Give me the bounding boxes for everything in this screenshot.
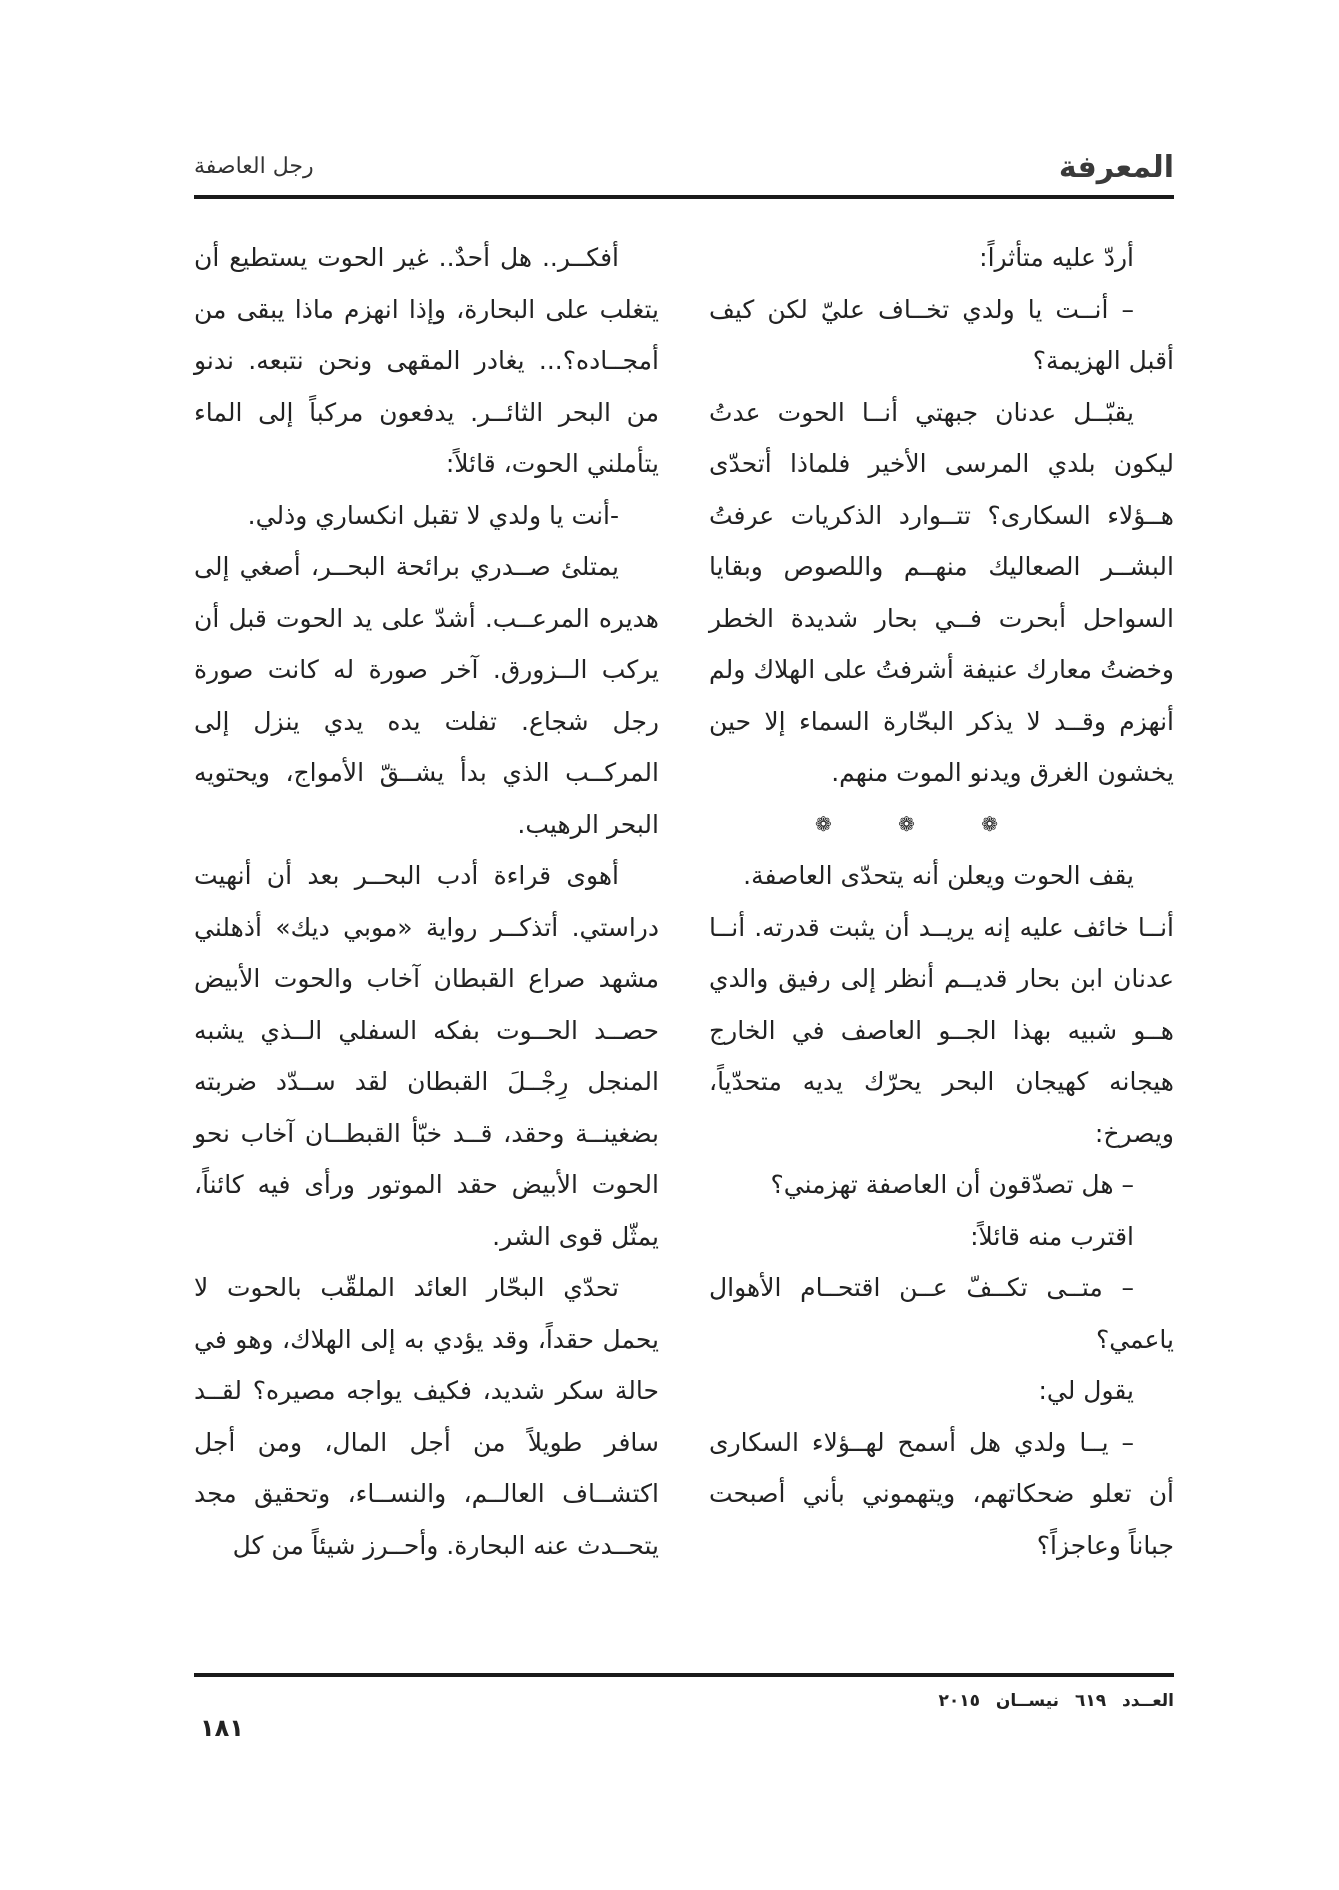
paragraph: – يــا ولدي هل أسمح لهــؤلاء السكارى أن تعلو ضحكاتهم، ويتهموني بأني أصبحت جباناً وعاجزاً؟ — [709, 1427, 1174, 1560]
paragraph: -أنت يا ولدي لا تقبل انكساري وذلي. — [247, 500, 619, 530]
header-divider — [194, 195, 1174, 199]
article-running-title: رجل العاصفة — [194, 154, 314, 179]
magazine-logo: المعرفة — [1058, 150, 1174, 185]
section-ornament: ❁ ❁ ❁ — [815, 811, 1028, 836]
paragraph: اقترب منه قائلاً: — [970, 1221, 1134, 1251]
paragraph: – أنــت يا ولدي تخــاف عليّ لكن كيف أقبل الهزيمة؟ — [709, 294, 1174, 375]
paragraph: يقول لي: — [1038, 1376, 1134, 1405]
left-text-column — [194, 232, 659, 1571]
paragraph: أهوى قراءة أدب البحــر بعد أن أنهيت دراستي. أتذكــر رواية «موبي ديك» أذهلني مشهد صراع القبطان آخاب والحوت الأبيض حصــد الحــوت بفكه السفلي الــذي يشبه المنجل رِجْــلَ القبطان لقد ســدّد ضربته بضغينــة وحقد، قــد خبّأ القبطــان آخاب نحو الحوت الأبيض حقد الموتور ورأى فيه كائناً، يمثّل قوى الشر. — [194, 861, 659, 1251]
paragraph: – متــى تكــفّ عــن اقتحــام الأهوال ياعمي؟ — [709, 1273, 1174, 1354]
right-text-column — [709, 232, 1174, 1571]
paragraph: – هل تصدّقون أن العاصفة تهزمني؟ — [770, 1170, 1134, 1199]
issue-info: العــدد ٦١٩ نيســان ٢٠١٥ — [938, 1691, 1174, 1711]
paragraph: يقبّــل عدنان جبهتي أنــا الحوت عدتُ ليكون بلدي المرسى الأخير فلماذا أتحدّى هــؤلاء السكارى؟ تتــوارد الذكريات عرفتُ البشــر الصعاليك منهــم واللصوص وبقايا السواحل أبحرت فــي بحار شديدة الخطر وخضتُ معارك عنيفة أشرفتُ على الهلاك ولم أنهزم وقــد لا يذكر البحّارة السماء إلا حين يخشون الغرق ويدنو الموت منهم. — [709, 397, 1174, 787]
page-number: ١٨١ — [200, 1714, 244, 1742]
paragraph: أنــا خائف عليه إنه يريــد أن يثبت قدرته. أنــا عدنان ابن بحار قديــم أنظر إلى رفيق والدي هــو شبيه بهذا الجــو العاصف في الخارج هيجانه كهيجان البحر يحرّك يديه متحدّياً، ويصرخ: — [709, 912, 1174, 1148]
paragraph: يمتلئ صــدري برائحة البحــر، أصغي إلى هديره المرعــب. أشدّ على يد الحوت قبل أن يركب الــزورق. آخر صورة له كانت صورة رجل شجاع. تفلت يده يدي ينزل إلى المركــب الذي بدأ يشــقّ الأمواج، ويحتويه البحر الرهيب. — [194, 552, 659, 839]
footer-divider — [194, 1673, 1174, 1677]
paragraph: أردّ عليه متأثراً: — [979, 243, 1134, 272]
paragraph: يقف الحوت ويعلن أنه يتحدّى العاصفة. — [743, 861, 1134, 890]
paragraph: أفكــر.. هل أحدٌ.. غير الحوت يستطيع أن يتغلب على البحارة، وإذا انهزم ماذا يبقى من أمجــاده؟... يغادر المقهى ونحن نتبعه. ندنو من البحر الثائــر. يدفعون مركباً إلى الماء يتأملني الحوت، قائلاً: — [194, 243, 659, 478]
paragraph: تحدّي البحّار العائد الملقّب بالحوت لا يحمل حقداً، وقد يؤدي به إلى الهلاك، وهو في حالة سكر شديد، فكيف يواجه مصيره؟ لقــد سافر طويلاً من أجل المال، ومن أجل اكتشــاف العالــم، والنســاء، وتحقيق مجد يتحــدث عنه البحارة. وأحــرز شيئاً من كل — [194, 1273, 659, 1560]
